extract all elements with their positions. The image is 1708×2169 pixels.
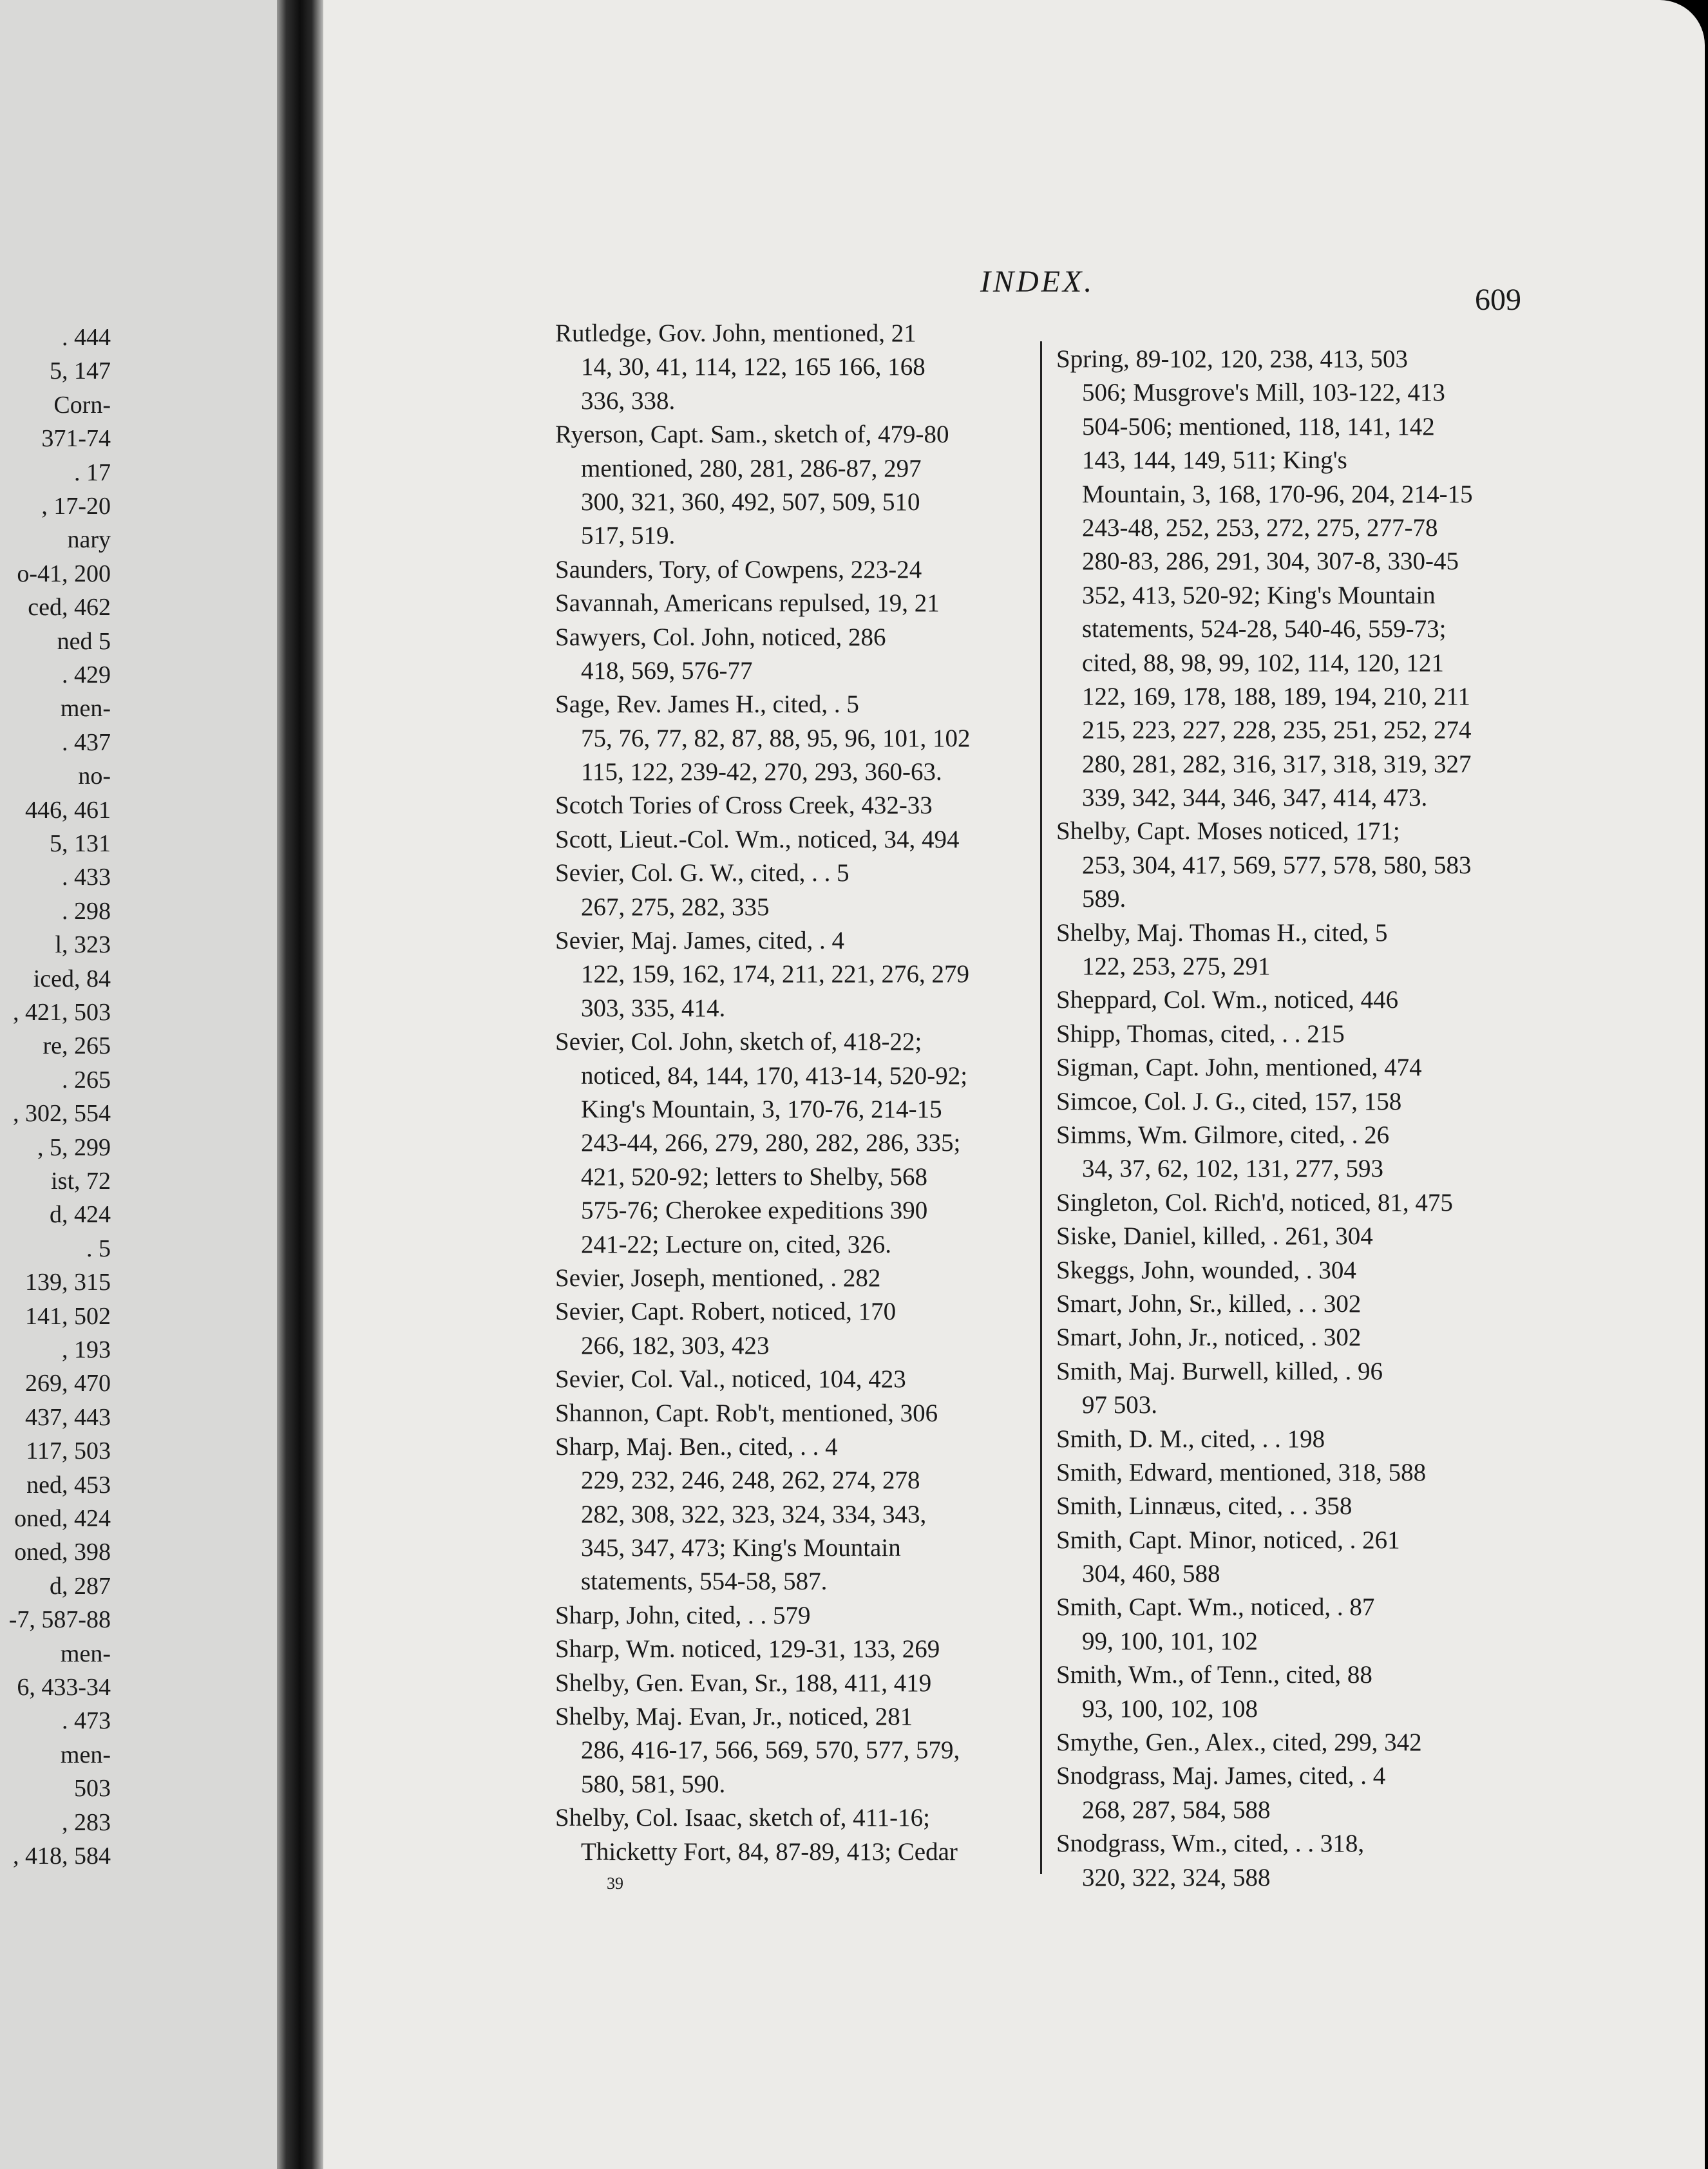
facing-page-text: . 444: [62, 324, 111, 351]
index-entry-continuation: 122, 253, 275, 291: [1082, 952, 1271, 981]
book-gutter: [277, 0, 323, 2169]
index-entry: [555, 1633, 1025, 1666]
facing-page-text: -7, 587-88: [8, 1606, 111, 1634]
index-entry: [1056, 1254, 1520, 1287]
index-entry: [555, 1430, 1025, 1599]
index-entry-continuation: 303, 335, 414.: [581, 994, 726, 1022]
facing-page-text: . 5: [86, 1235, 111, 1262]
index-entry-heading: Scotch Tories of Cross Creek, 432-33: [555, 791, 933, 820]
index-entry-heading: Sevier, Capt. Robert, noticed, 170: [555, 1298, 897, 1326]
index-entry-continuation: cited, 88, 98, 99, 102, 114, 120, 121: [1082, 649, 1444, 677]
signature-mark: 39: [607, 1874, 623, 1893]
facing-page-text: ist, 72: [51, 1168, 111, 1195]
index-entry-heading: Shannon, Capt. Rob't, mentioned, 306: [555, 1399, 938, 1427]
index-entry: [1056, 1524, 1520, 1591]
index-entry-continuation: 300, 321, 360, 492, 507, 509, 510: [581, 488, 920, 516]
facing-page-text: 117, 503: [26, 1437, 111, 1465]
facing-page-text: men-: [60, 1741, 111, 1768]
index-entry-heading: Sharp, Maj. Ben., cited, . . 4: [555, 1432, 838, 1461]
index-entry: [555, 1295, 1025, 1363]
index-entry: [1056, 1220, 1520, 1253]
index-entry-continuation: 286, 416-17, 566, 569, 570, 577, 579,: [581, 1736, 960, 1765]
index-entry-heading: Shelby, Maj. Evan, Jr., noticed, 281: [555, 1703, 913, 1731]
facing-page-text: 5, 131: [50, 830, 111, 857]
index-entry-heading: Smith, Capt. Minor, noticed, . 261: [1056, 1526, 1400, 1554]
index-entry: [555, 1667, 1025, 1700]
index-entry: [1056, 343, 1520, 815]
index-entry: [1056, 1490, 1520, 1523]
index-entry-continuation: statements, 554-58, 587.: [581, 1568, 828, 1596]
index-entry-continuation: 122, 169, 178, 188, 189, 194, 210, 211: [1082, 682, 1471, 710]
facing-page-text: 141, 502: [25, 1302, 111, 1330]
index-entry-continuation: 504-506; mentioned, 118, 141, 142: [1082, 412, 1435, 440]
index-entry-heading: Simcoe, Col. J. G., cited, 157, 158: [1056, 1087, 1402, 1115]
facing-page-text: . 298: [62, 897, 111, 925]
index-column-left: [555, 317, 1025, 1869]
facing-page-text: . 433: [62, 864, 111, 891]
index-entry-heading: Sevier, Col. John, sketch of, 418-22;: [555, 1028, 922, 1056]
index-entry-continuation: 580, 581, 590.: [581, 1770, 726, 1798]
index-entry-continuation: mentioned, 280, 281, 286-87, 297: [581, 454, 922, 482]
facing-page-text: oned, 398: [14, 1539, 111, 1566]
index-entry-continuation: 14, 30, 41, 114, 122, 165 166, 168: [581, 353, 925, 381]
index-entry-heading: Sevier, Col. G. W., cited, . . 5: [555, 859, 849, 887]
facing-page-text: , 421, 503: [13, 999, 111, 1026]
index-entry-heading: Sawyers, Col. John, noticed, 286: [555, 623, 886, 651]
index-entry-heading: Smith, Linnæus, cited, . . 358: [1056, 1492, 1352, 1520]
index-entry: [555, 418, 1025, 553]
facing-page-text: 371-74: [41, 425, 111, 453]
index-entry: [1056, 1423, 1520, 1456]
facing-page-text: , 283: [62, 1808, 111, 1836]
index-entry-continuation: 122, 159, 162, 174, 211, 221, 276, 279: [581, 960, 970, 989]
index-entry-continuation: 229, 232, 246, 248, 262, 274, 278: [581, 1466, 920, 1495]
index-entry-heading: Shelby, Gen. Evan, Sr., 188, 411, 419: [555, 1669, 932, 1697]
facing-page-text: no-: [78, 762, 111, 790]
index-entry-heading: Sage, Rev. James H., cited, . 5: [555, 690, 859, 719]
index-entry-heading: Sharp, John, cited, . . 579: [555, 1601, 811, 1629]
index-entry-continuation: 280-83, 286, 291, 304, 307-8, 330-45: [1082, 547, 1459, 576]
index-entry-heading: Sigman, Capt. John, mentioned, 474: [1056, 1054, 1422, 1082]
facing-page-text: l, 323: [55, 931, 111, 959]
index-entry-continuation: noticed, 84, 144, 170, 413-14, 520-92;: [581, 1061, 968, 1090]
index-entry-continuation: 215, 223, 227, 228, 235, 251, 252, 274: [1082, 716, 1472, 744]
index-entry: [1056, 1591, 1520, 1658]
page-number: 609: [1475, 283, 1521, 317]
index-entry-continuation: 345, 347, 473; King's Mountain: [581, 1534, 901, 1562]
index-entry-continuation: 267, 275, 282, 335: [581, 893, 770, 921]
facing-page-text: 5, 147: [50, 357, 111, 385]
facing-page-text: . 437: [62, 728, 111, 756]
facing-page-text: men-: [60, 1640, 111, 1667]
index-entry-continuation: 339, 342, 344, 346, 347, 414, 473.: [1082, 784, 1428, 812]
index-entry: [1056, 1119, 1520, 1186]
facing-page-text: . 429: [62, 661, 111, 688]
index-entry-continuation: 418, 569, 576-77: [581, 656, 753, 685]
index-entry-continuation: 280, 281, 282, 316, 317, 318, 319, 327: [1082, 750, 1472, 778]
facing-page-text: d, 424: [50, 1201, 111, 1229]
index-entry: [1056, 1658, 1520, 1726]
index-entry-continuation: 421, 520-92; letters to Shelby, 568: [581, 1162, 928, 1191]
index-entry-heading: Rutledge, Gov. John, mentioned, 21: [555, 319, 916, 347]
index-entry: [555, 1700, 1025, 1801]
index-entry-continuation: King's Mountain, 3, 170-76, 214-15: [581, 1095, 942, 1123]
index-entry-heading: Ryerson, Capt. Sam., sketch of, 479-80: [555, 421, 949, 449]
facing-page-text: re, 265: [43, 1032, 111, 1060]
index-entry-heading: Siske, Daniel, killed, . 261, 304: [1056, 1222, 1373, 1251]
index-entry-heading: Smith, D. M., cited, . . 198: [1056, 1425, 1325, 1453]
index-entry-heading: Spring, 89-102, 120, 238, 413, 503: [1056, 345, 1408, 373]
index-entry-continuation: 99, 100, 101, 102: [1082, 1627, 1258, 1655]
facing-page-text: . 473: [62, 1707, 111, 1735]
index-entry-continuation: Thicketty Fort, 84, 87-89, 413; Cedar: [581, 1837, 958, 1866]
facing-page-text: . 265: [62, 1066, 111, 1094]
index-entry-continuation: 143, 144, 149, 511; King's: [1082, 446, 1347, 475]
index-entry-continuation: 282, 308, 322, 323, 324, 334, 343,: [581, 1500, 927, 1528]
index-entry-continuation: 115, 122, 239-42, 270, 293, 360-63.: [581, 758, 942, 786]
index-entry: [1056, 1726, 1520, 1759]
facing-page-text: nary: [67, 526, 111, 554]
index-entry-continuation: 589.: [1082, 885, 1126, 913]
index-entry-continuation: 75, 76, 77, 82, 87, 88, 95, 96, 101, 102: [581, 724, 971, 752]
index-entry-continuation: statements, 524-28, 540-46, 559-73;: [1082, 615, 1447, 643]
index-entry-heading: Singleton, Col. Rich'd, noticed, 81, 475: [1056, 1188, 1453, 1217]
index-entry: [1056, 1321, 1520, 1354]
index-entry-continuation: 243-48, 252, 253, 272, 275, 277-78: [1082, 513, 1438, 542]
index-entry-heading: Sevier, Joseph, mentioned, . 282: [555, 1264, 881, 1292]
facing-page-text: 446, 461: [25, 796, 111, 824]
facing-page-text: 6, 433-34: [17, 1674, 111, 1701]
facing-page-text: 139, 315: [25, 1269, 111, 1296]
index-entry: [555, 1262, 1025, 1295]
index-entry-continuation: 336, 338.: [581, 386, 676, 415]
index-entry-continuation: 253, 304, 417, 569, 577, 578, 580, 583: [1082, 851, 1472, 879]
index-entry-heading: Simms, Wm. Gilmore, cited, . 26: [1056, 1121, 1390, 1149]
facing-page-text: iced, 84: [33, 965, 111, 992]
index-entry-heading: Smythe, Gen., Alex., cited, 299, 342: [1056, 1729, 1422, 1757]
index-entry-heading: Shelby, Maj. Thomas H., cited, 5: [1056, 918, 1388, 947]
index-entry: [1056, 1051, 1520, 1084]
index-entry-continuation: 268, 287, 584, 588: [1082, 1795, 1271, 1824]
facing-page-text: , 302, 554: [13, 1100, 111, 1128]
index-entry-continuation: 506; Musgrove's Mill, 103-122, 413: [1082, 379, 1445, 407]
facing-page-text: ned, 453: [26, 1471, 111, 1499]
index-entry-heading: Shipp, Thomas, cited, . . 215: [1056, 1019, 1345, 1048]
index-entry-heading: Scott, Lieut.-Col. Wm., noticed, 34, 494: [555, 825, 960, 853]
facing-page-text: men-: [60, 695, 111, 723]
facing-page-text: 503: [74, 1775, 111, 1803]
index-entry-heading: Sharp, Wm. noticed, 129-31, 133, 269: [555, 1635, 940, 1663]
index-entry-heading: Shelby, Capt. Moses noticed, 171;: [1056, 817, 1400, 846]
index-entry: [1056, 1759, 1520, 1827]
index-entry: [555, 621, 1025, 688]
index-entry-heading: Smith, Maj. Burwell, killed, . 96: [1056, 1357, 1383, 1385]
running-title: INDEX.: [980, 265, 1095, 299]
facing-page-text: 437, 443: [25, 1403, 111, 1431]
facing-page-text: o-41, 200: [17, 560, 111, 587]
index-entry: [555, 1025, 1025, 1262]
index-column-right: [1056, 343, 1520, 1895]
index-entry: [555, 1397, 1025, 1430]
index-entry: [555, 688, 1025, 789]
index-entry: [555, 1801, 1025, 1869]
index-entry: [1056, 1827, 1520, 1895]
index-entry-heading: Smith, Wm., of Tenn., cited, 88: [1056, 1661, 1372, 1689]
index-entry-continuation: 320, 322, 324, 588: [1082, 1863, 1271, 1891]
index-entry: [555, 317, 1025, 418]
index-entry: [555, 553, 1025, 587]
index-entry-continuation: 304, 460, 588: [1082, 1560, 1220, 1588]
index-entry: [1056, 1287, 1520, 1321]
facing-page-text: , 17-20: [41, 493, 111, 520]
index-entry-heading: Smart, John, Sr., killed, . . 302: [1056, 1289, 1362, 1318]
index-entry: [1056, 1018, 1520, 1051]
index-entry-continuation: 97 503.: [1082, 1391, 1157, 1419]
facing-page-text: , 193: [62, 1336, 111, 1363]
facing-page-text: 269, 470: [25, 1370, 111, 1397]
index-entry: [555, 1599, 1025, 1633]
index-entry: [555, 789, 1025, 822]
index-entry-heading: Saunders, Tory, of Cowpens, 223-24: [555, 555, 922, 583]
facing-page-text: , 418, 584: [13, 1842, 111, 1870]
facing-page-text: d, 287: [50, 1572, 111, 1600]
index-entry-heading: Smith, Edward, mentioned, 318, 588: [1056, 1458, 1427, 1486]
index-entry-continuation: 34, 37, 62, 102, 131, 277, 593: [1082, 1155, 1383, 1183]
facing-page-text: Corn-: [53, 391, 111, 419]
index-entry-continuation: 243-44, 266, 279, 280, 282, 286, 335;: [581, 1129, 961, 1157]
index-entry-heading: Smith, Capt. Wm., noticed, . 87: [1056, 1593, 1375, 1622]
facing-page-text: . 17: [74, 459, 111, 486]
index-entry-continuation: 575-76; Cherokee expeditions 390: [581, 1197, 928, 1225]
index-entry: [1056, 815, 1520, 916]
index-entry-heading: Savannah, Americans repulsed, 19, 21: [555, 589, 940, 618]
index-entry-continuation: Mountain, 3, 168, 170-96, 204, 214-15: [1082, 480, 1473, 508]
facing-page-text: oned, 424: [14, 1505, 111, 1532]
index-entry: [555, 857, 1025, 924]
facing-page-text: , 5, 299: [37, 1133, 111, 1161]
facing-page-text: ced, 462: [28, 594, 111, 621]
facing-page-fragment: [0, 0, 277, 2169]
index-entry-heading: Snodgrass, Wm., cited, . . 318,: [1056, 1830, 1365, 1858]
index-entry: [555, 924, 1025, 1025]
index-entry: [1056, 1456, 1520, 1490]
index-entry: [1056, 983, 1520, 1017]
index-entry-heading: Shelby, Col. Isaac, sketch of, 411-16;: [555, 1804, 930, 1832]
index-entry-continuation: 266, 182, 303, 423: [581, 1331, 770, 1359]
index-entry: [555, 1363, 1025, 1396]
index-entry: [1056, 916, 1520, 984]
index-entry-continuation: 93, 100, 102, 108: [1082, 1694, 1258, 1723]
index-entry: [1056, 1355, 1520, 1423]
index-entry-heading: Smart, John, Jr., noticed, . 302: [1056, 1323, 1362, 1352]
index-entry-heading: Skeggs, John, wounded, . 304: [1056, 1256, 1356, 1284]
index-entry-continuation: 352, 413, 520-92; King's Mountain: [1082, 581, 1436, 609]
index-entry: [555, 587, 1025, 620]
index-entry-continuation: 241-22; Lecture on, cited, 326.: [581, 1230, 891, 1258]
index-entry-heading: Sevier, Maj. James, cited, . 4: [555, 927, 844, 955]
index-entry-heading: Snodgrass, Maj. James, cited, . 4: [1056, 1762, 1386, 1790]
facing-page-text: ned 5: [57, 627, 111, 655]
index-entry: [555, 823, 1025, 857]
index-entry-heading: Sevier, Col. Val., noticed, 104, 423: [555, 1365, 906, 1394]
index-entry: [1056, 1186, 1520, 1220]
index-entry-heading: Sheppard, Col. Wm., noticed, 446: [1056, 986, 1399, 1014]
column-rule: [1040, 341, 1042, 1874]
index-entry: [1056, 1085, 1520, 1119]
index-entry-continuation: 517, 519.: [581, 522, 676, 550]
